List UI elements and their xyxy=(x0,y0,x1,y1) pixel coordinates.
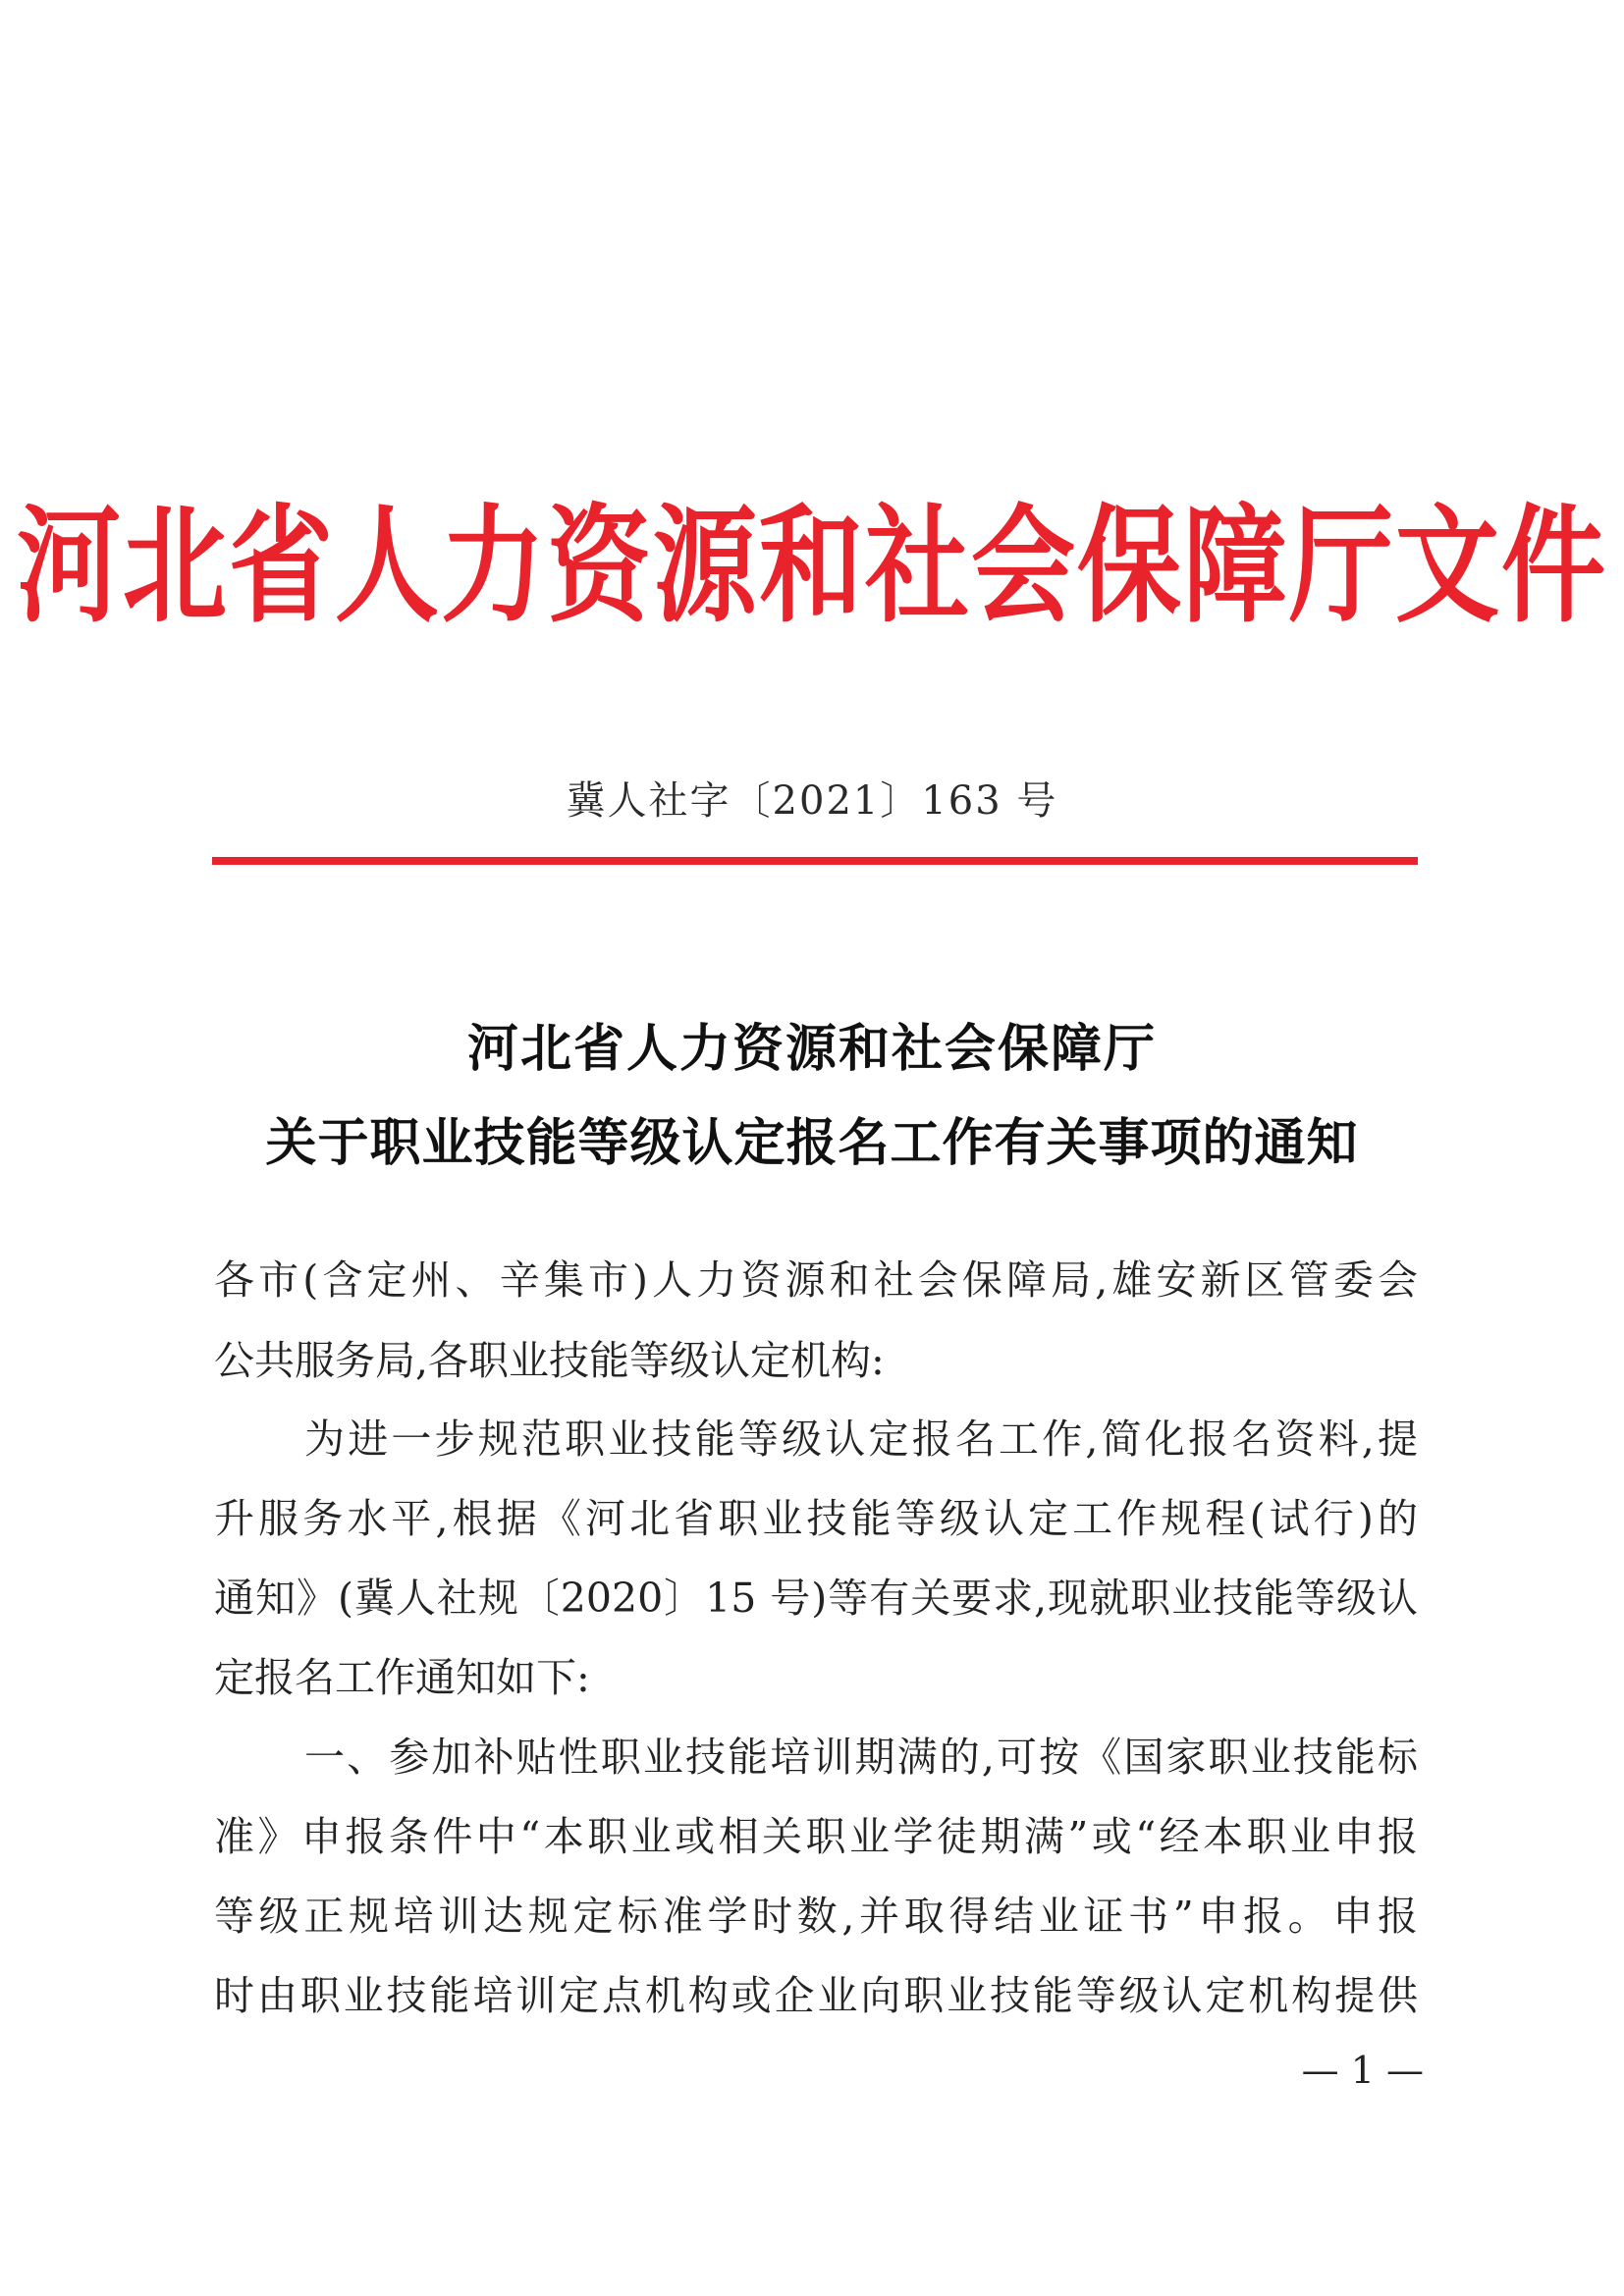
body-line: 一、参加补贴性职业技能培训期满的,可按《国家职业技能标 xyxy=(304,1734,1418,1781)
body-line: 各市(含定州、辛集市)人力资源和社会保障局,雄安新区管委会 xyxy=(214,1256,1418,1304)
page-number: — 1 — xyxy=(1301,2049,1424,2092)
document-number: 冀人社字〔2021〕163 号 xyxy=(566,778,1058,824)
body-line: 等级正规培训达规定标准学时数,并取得结业证书”申报。申报 xyxy=(214,1893,1418,1940)
document-masthead: 河北省人力资源和社会保障厅文件 xyxy=(17,492,1607,640)
body-line: 定报名工作通知如下: xyxy=(214,1654,590,1701)
body-line: 时由职业技能培训定点机构或企业向职业技能等级认定机构提供 xyxy=(214,1972,1418,2019)
body-line: 公共服务局,各职业技能等级认定机构: xyxy=(214,1337,885,1384)
title-line-2: 关于职业技能等级认定报名工作有关事项的通知 xyxy=(265,1113,1359,1173)
body-line: 为进一步规范职业技能等级认定报名工作,简化报名资料,提 xyxy=(304,1415,1418,1463)
body-line: 通知》(冀人社规〔2020〕15 号)等有关要求,现就职业技能等级认 xyxy=(214,1575,1418,1622)
body-line: 准》申报条件中“本职业或相关职业学徒期满”或“经本职业申报 xyxy=(214,1813,1418,1860)
title-line-1: 河北省人力资源和社会保障厅 xyxy=(466,1019,1157,1079)
body-line: 升服务水平,根据《河北省职业技能等级认定工作规程(试行)的 xyxy=(214,1495,1418,1542)
red-divider xyxy=(212,857,1418,865)
